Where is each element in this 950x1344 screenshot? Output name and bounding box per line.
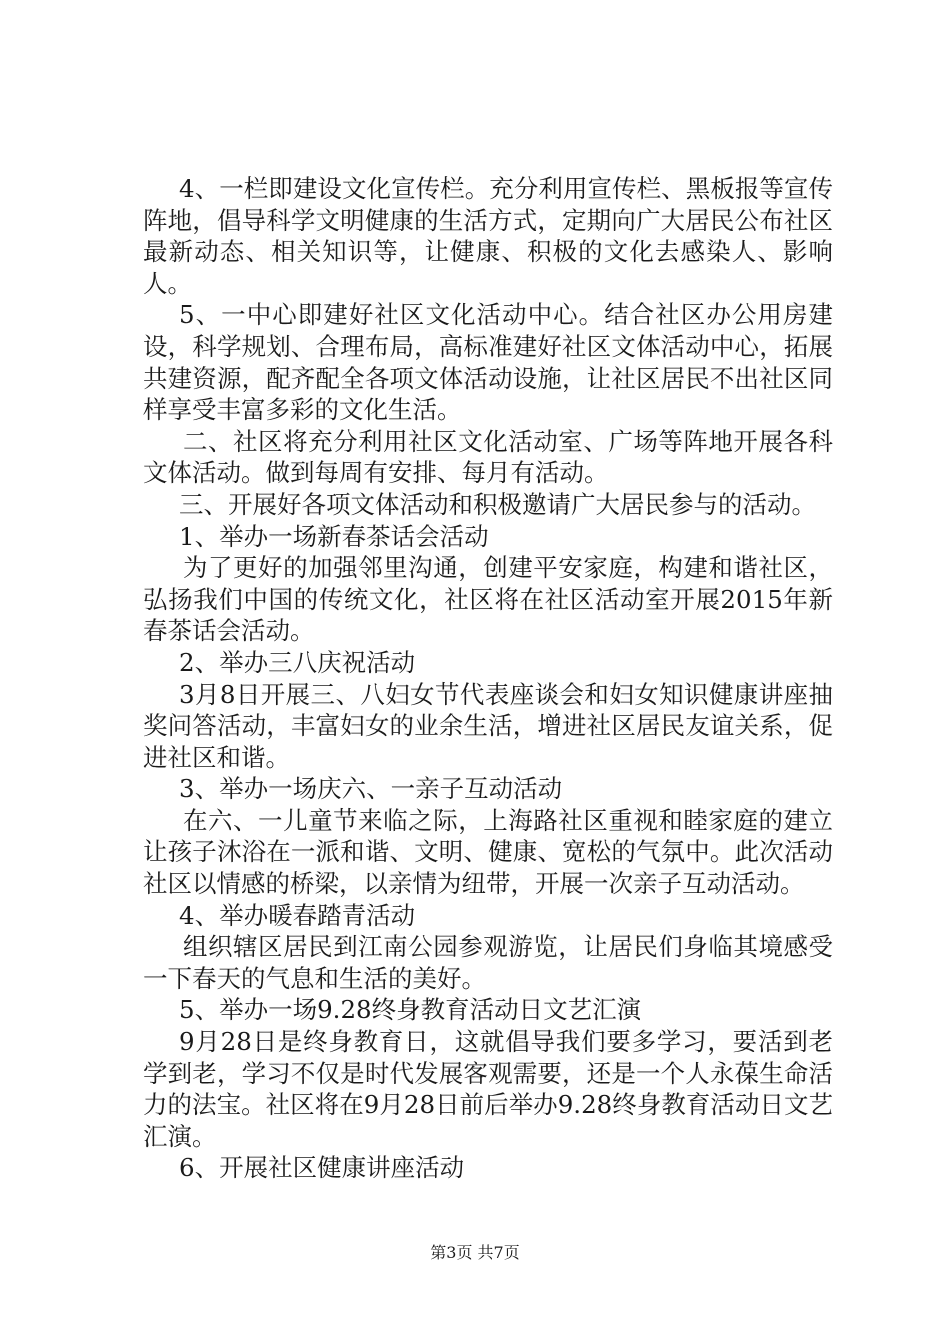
paragraph-culture-board: 4、一栏即建设文化宣传栏。充分利用宣传栏、黑板报等宣传阵地，倡导科学文明健康的生活方式，定期向广大居民公布社区最新动态、相关知识等，让健康、积极的文化去感染人、影响人。 [143, 174, 833, 298]
paragraph-activity-2: 3月8日开展三、八妇女节代表座谈会和妇女知识健康讲座抽奖问答活动，丰富妇女的业余生活，增进社区居民友谊关系，促进社区和谐。 [143, 679, 833, 772]
page-number-footer: 第3页 共7页 [430, 1243, 520, 1262]
paragraph-activity-5: 9月28日是终身教育日，这就倡导我们要多学习，要活到老学到老，学习不仅是时代发展客观需要，还是一个人永葆生命活力的法宝。社区将在9月28日前后举办9.28终身教育活动日文艺汇演。 [143, 1027, 833, 1151]
paragraph-section-two: 二、社区将充分利用社区文化活动室、广场等阵地开展各科文体活动。做到每周有安排、每月有活动。 [143, 426, 833, 488]
paragraph-section-three: 三、开展好各项文体活动和积极邀请广大居民参与的活动。 [179, 489, 816, 519]
document-body [143, 173, 833, 1184]
paragraph-activity-4: 组织辖区居民到江南公园参观游览，让居民们身临其境感受一下春天的气息和生活的美好。 [143, 932, 833, 993]
heading-activity-6: 6、开展社区健康讲座活动 [179, 1153, 465, 1183]
heading-activity-3: 3、举办一场庆六、一亲子互动活动 [179, 774, 563, 804]
heading-activity-4: 4、举办暖春踏青活动 [179, 900, 416, 930]
paragraph-activity-1: 为了更好的加强邻里沟通，创建平安家庭，构建和谐社区，弘扬我们中国的传统文化，社区将在社区活动室开展2015年新春茶话会活动。 [143, 553, 833, 646]
heading-activity-2: 2、举办三八庆祝活动 [179, 647, 416, 677]
heading-activity-1: 1、举办一场新春茶话会活动 [179, 521, 489, 551]
heading-activity-5: 5、举办一场9.28终身教育活动日文艺汇演 [179, 995, 642, 1025]
paragraph-culture-center: 5、一中心即建好社区文化活动中心。结合社区办公用房建设，科学规划、合理布局，高标准建好社区文体活动中心，拓展共建资源，配齐配全各项文体活动设施，让社区居民不出社区同样享受丰富多彩的文化生活。 [143, 300, 833, 425]
paragraph-activity-3: 在六、一儿童节来临之际，上海路社区重视和睦家庭的建立让孩子沐浴在一派和谐、文明、健康、宽松的气氛中。此次活动社区以情感的桥梁，以亲情为纽带，开展一次亲子互动活动。 [143, 805, 833, 899]
